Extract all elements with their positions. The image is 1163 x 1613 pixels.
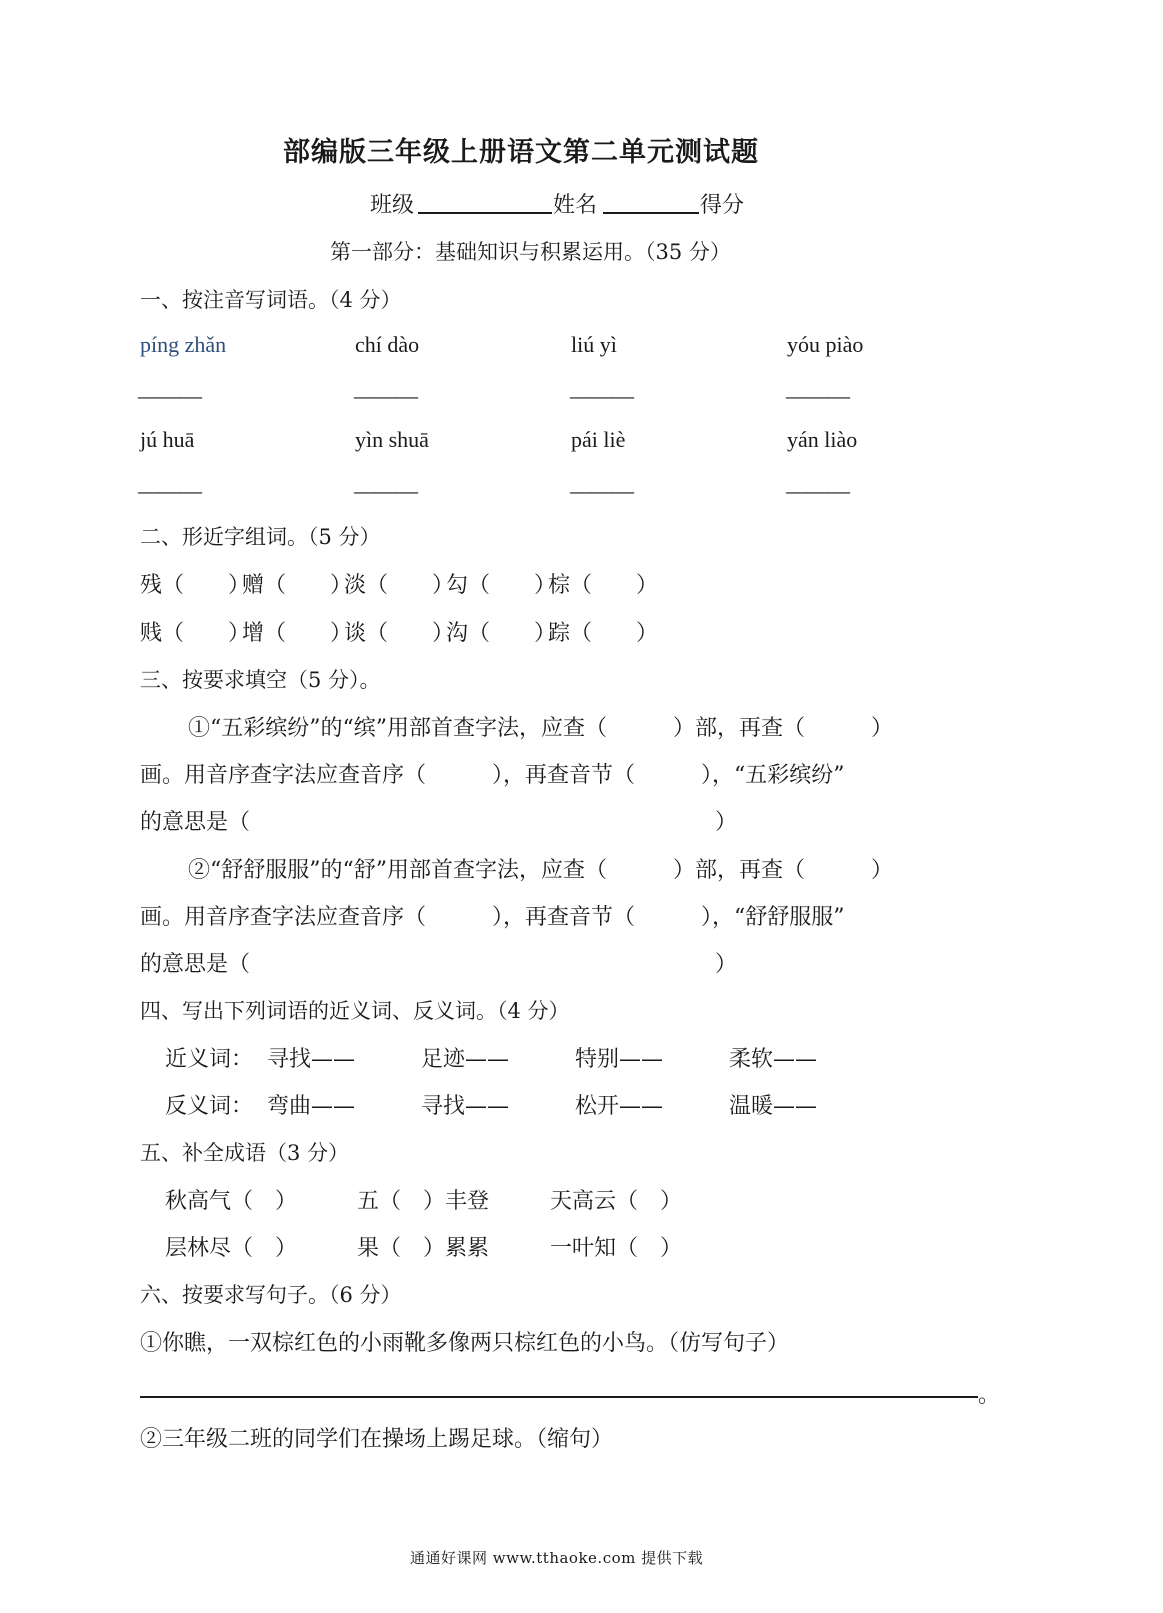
answer-blank[interactable]: ——— [138,478,201,503]
char-fill[interactable]: 增（ ） [242,621,353,646]
answer-blank[interactable]: ——— [786,478,849,503]
q3-item2-line2: 画。用音序查字法应查音序（ ），再查音节（ ），“舒舒服服” [140,905,845,930]
idiom-fill[interactable]: 一叶知（ ） [550,1236,683,1261]
answer-blank[interactable]: ——— [570,478,633,503]
synonym-item[interactable]: 寻找—— [267,1047,356,1072]
pinyin-4: yóu piào [787,332,864,357]
pinyin-1: píng zhǎn [140,332,227,357]
synonym-label: 近义词： [165,1047,254,1072]
q3-item1-line1: ①“五彩缤纷”的“缤”用部首查字法，应查（ ）部，再查（ ） [188,716,893,741]
q6-heading: 六、按要求写句子。（6 分） [140,1283,402,1307]
q3-item2-line1: ②“舒舒服服”的“舒”用部首查字法，应查（ ）部，再查（ ） [188,858,893,883]
q3-heading: 三、按要求填空（5 分）。 [140,668,381,692]
q3-item1-close: ） [715,810,738,835]
idiom-fill[interactable]: 天高云（ ） [550,1189,683,1214]
answer-blank[interactable]: ——— [354,478,417,503]
antonym-item[interactable]: 弯曲—— [267,1094,356,1119]
class-label: 班级 [370,193,415,218]
char-fill[interactable]: 沟（ ） [446,621,557,646]
q6-item2: ②三年级二班的同学们在操场上踢足球。（缩句） [140,1427,614,1452]
char-fill[interactable]: 贱（ ） [140,621,251,646]
class-blank[interactable] [418,186,552,214]
char-fill[interactable]: 勾（ ） [446,573,557,598]
footer-credit: 通通好课网 www.tthaoke.com 提供下载 [410,1549,704,1567]
answer-blank[interactable]: ——— [570,383,633,408]
name-label: 姓名 [553,193,598,218]
idiom-fill[interactable]: 五（ ）丰登 [357,1189,490,1214]
synonym-item[interactable]: 足迹—— [421,1047,510,1072]
antonym-item[interactable]: 温暖—— [729,1094,818,1119]
pinyin-6: yìn shuā [355,427,429,452]
antonym-item[interactable]: 寻找—— [421,1094,510,1119]
antonym-label: 反义词： [165,1094,254,1119]
q3-item1-line2: 画。用音序查字法应查音序（ ），再查音节（ ），“五彩缤纷” [140,763,845,788]
pinyin-3: liú yì [571,332,617,357]
pinyin-7: pái liè [571,427,626,452]
char-fill[interactable]: 谈（ ） [344,621,455,646]
answer-blank[interactable]: ——— [786,383,849,408]
idiom-fill[interactable]: 层林尽（ ） [165,1236,298,1261]
score-label: 得分 [700,193,745,218]
antonym-item[interactable]: 松开—— [575,1094,664,1119]
pinyin-2: chí dào [355,332,420,357]
idiom-fill[interactable]: 秋高气（ ） [165,1189,298,1214]
synonym-item[interactable]: 柔软—— [729,1047,818,1072]
q3-item1-line3: 的意思是（ [140,810,251,835]
char-fill[interactable]: 赠（ ） [242,573,353,598]
answer-line-period: 。 [978,1383,1001,1408]
answer-blank[interactable]: ——— [354,383,417,408]
answer-blank[interactable]: ——— [138,383,201,408]
synonym-item[interactable]: 特别—— [575,1047,664,1072]
pinyin-8: yán liào [787,427,858,452]
q4-heading: 四、写出下列词语的近义词、反义词。（4 分） [140,999,570,1023]
name-blank[interactable] [603,186,699,214]
answer-line[interactable] [140,1396,978,1398]
q6-item1: ①你瞧，一双棕红色的小雨靴多像两只棕红色的小鸟。（仿写句子） [140,1331,790,1356]
idiom-fill[interactable]: 果（ ）累累 [357,1236,490,1261]
char-fill[interactable]: 淡（ ） [344,573,455,598]
char-fill[interactable]: 残（ ） [140,573,251,598]
char-fill[interactable]: 棕（ ） [548,573,659,598]
q2-heading: 二、形近字组词。（5 分） [140,525,381,549]
part-heading: 第一部分：基础知识与积累运用。（35 分） [330,240,731,264]
q3-item2-close: ） [715,952,738,977]
q1-heading: 一、按注音写词语。（4 分） [140,288,402,312]
pinyin-5: jú huā [140,427,195,452]
page-title: 部编版三年级上册语文第二单元测试题 [283,137,759,168]
q3-item2-line3: 的意思是（ [140,952,251,977]
char-fill[interactable]: 踪（ ） [548,621,659,646]
q5-heading: 五、补全成语（3 分） [140,1141,350,1165]
